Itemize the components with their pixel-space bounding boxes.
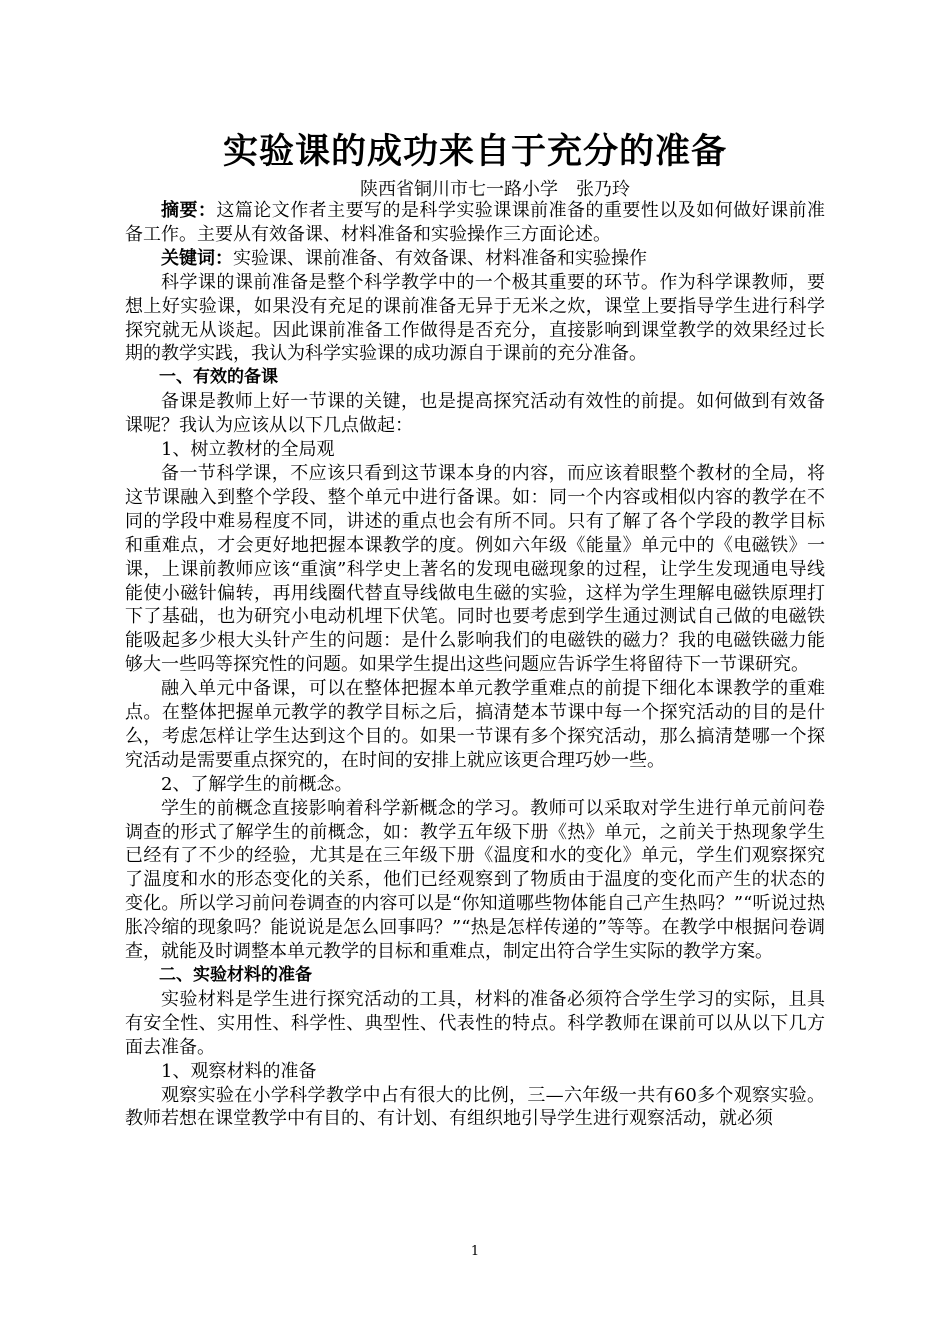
abstract-paragraph (125, 199, 825, 247)
section-1-paragraph: 备课是教师上好一节课的关键，也是提高探究活动有效性的前提。如何做到有效备课呢？我认为应该从以下几点做起： (125, 391, 825, 437)
subsection-heading-2-1: 1、观察材料的准备 (161, 1060, 317, 1082)
section-2-paragraph: 实验材料是学生进行探究活动的工具，材料的准备必须符合学生学习的实际，且具有安全性、实用性、科学性、典型性、代表性的特点。科学教师在课前可以从以下几方面去准备。 (125, 988, 825, 1058)
subsection-1-1-paragraph-b: 融入单元中备课，可以在整体把握本单元教学重难点的前提下细化本课教学的重难点。在整体把握单元教学的教学目标之后，搞清楚本节课中每一个探究活动的目的是什么，考虑怎样让学生达到这个目的。如果一节课有多个探究活动，那么搞清楚哪一个探究活动是需要重点探究的，在时间的安排上就应该更合理巧妙一些。 (125, 678, 825, 771)
subsection-heading-1-1: 1、树立教材的全局观 (161, 439, 335, 461)
subsection-2-1-paragraph: 观察实验在小学科学教学中占有很大的比例，三—六年级一共有60多个观察实验。教师若想在课堂教学中有目的、有计划、有组织地引导学生进行观察活动，就必须 (125, 1084, 825, 1130)
section-heading-1: 一、有效的备课 (159, 367, 278, 388)
subsection-heading-1-2: 2、了解学生的前概念。 (161, 773, 353, 795)
document-title: 实验课的成功来自于充分的准备 (222, 131, 727, 172)
keywords-label: 关键词： (161, 247, 233, 269)
page-number: 1 (470, 1244, 480, 1259)
abstract-text: 这篇论文作者主要写的是科学实验课课前准备的重要性以及如何做好课前准备工作。主要从有效备课、材料准备和实验操作三方面论述。 (125, 200, 826, 245)
author-line: 陕西省铜川市七一路小学 张乃玲 (360, 179, 630, 200)
abstract-label: 摘要： (161, 200, 217, 221)
intro-paragraph: 科学课的课前准备是整个科学教学中的一个极其重要的环节。作为科学课教师，要想上好实验课，如果没有充足的课前准备无异于无米之炊，课堂上要指导学生进行科学探究就无从谈起。因此课前准备工作做得是否充分，直接影响到课堂教学的效果经过长期的教学实践，我认为科学实验课的成功源自于课前的充分准备。 (125, 271, 825, 365)
keywords-paragraph (125, 247, 825, 271)
subsection-1-2-paragraph: 学生的前概念直接影响着科学新概念的学习。教师可以采取对学生进行单元前问卷调查的形式了解学生的前概念，如：教学五年级下册《热》单元，之前关于热现象学生已经有了不少的经验，尤其是在三年级下册《温度和水的变化》单元，学生们观察探究了温度和水的形态变化的关系，他们已经观察到了物质由于温度的变化而产生的状态的变化。所以学习前问卷调查的内容可以是“你知道哪些物体能自己产生热吗？”“听说过热胀冷缩的现象吗？能说说是怎么回事吗？”“热是怎样传递的”等等。在教学中根据问卷调查，就能及时调整本单元教学的目标和重难点，制定出符合学生实际的教学方案。 (125, 797, 825, 963)
document-body (125, 199, 825, 1131)
keywords-text: 实验课、课前准备、有效备课、材料准备和实验操作 (233, 247, 647, 269)
subsection-1-1-paragraph-a: 备一节科学课，不应该只看到这节课本身的内容，而应该着眼整个教材的全局，将这节课融入到整个学段、整个单元中进行备课。如：同一个内容或相似内容的教学在不同的学段中难易程度不同，讲述的重点也会有所不同。只有了解了各个学段的教学目标和重难点，才会更好地把握本课教学的度。例如六年级《能量》单元中的《电磁铁》一课，上课前教师应该“重演”科学史上著名的发现电磁现象的过程，让学生发现通电导线能使小磁针偏转，再用线圈代替直导线做电生磁的实验，这样为学生理解电磁铁原理打下了基础，也为研究小电动机埋下伏笔。同时也要考虑到学生通过测试自己做的电磁铁能吸起多少根大头针产生的问题：是什么影响我们的电磁铁的磁力？我的电磁铁磁力能够大一些吗等探究性的问题。如果学生提出这些问题应告诉学生将留待下一节课研究。 (125, 462, 825, 676)
section-heading-2: 二、实验材料的准备 (159, 965, 312, 985)
